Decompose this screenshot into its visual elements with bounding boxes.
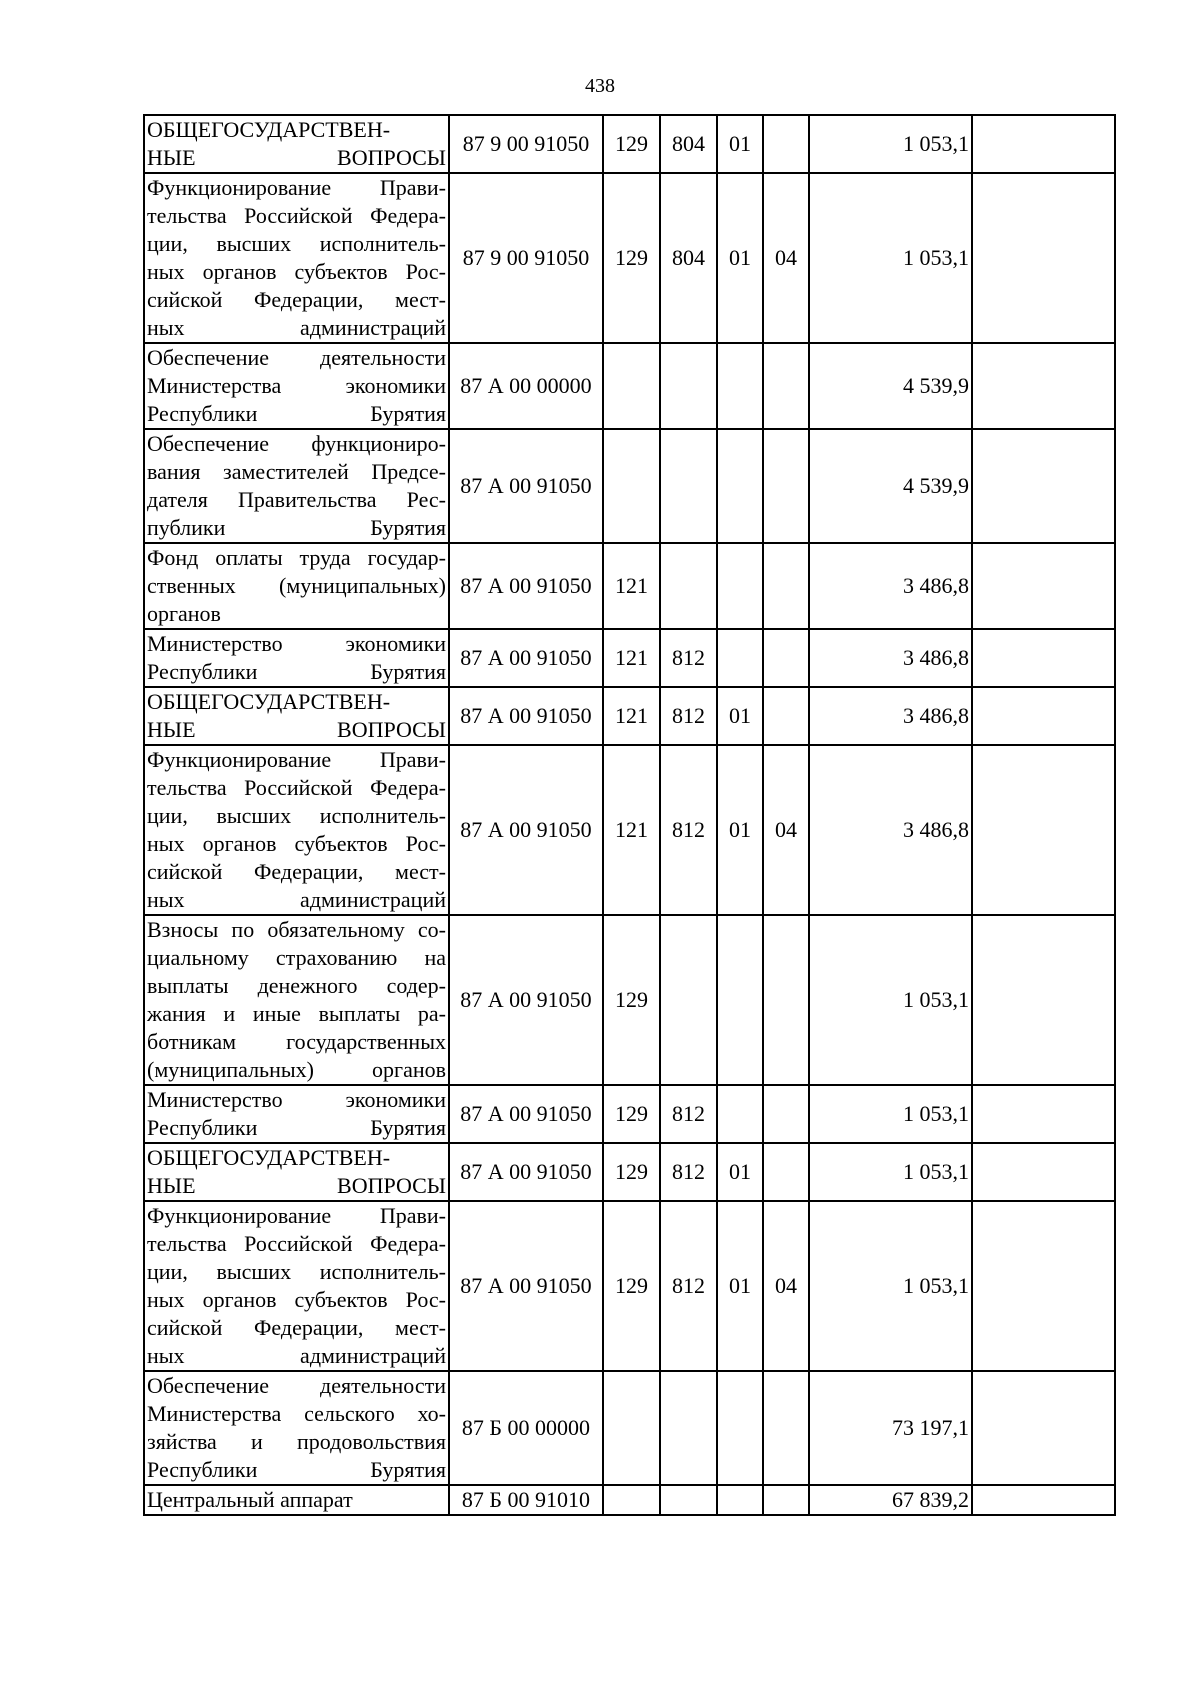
row-code-cell: 87 А 00 91050 bbox=[449, 629, 603, 687]
row-pr-cell: 04 bbox=[763, 173, 809, 343]
row-name-line: вания заместителей Предсе- bbox=[147, 459, 446, 484]
row-name-line: ных администраций bbox=[147, 1343, 446, 1368]
row-vr-cell: 121 bbox=[603, 629, 660, 687]
row-extra-cell bbox=[972, 543, 1115, 629]
row-amount-cell: 3 486,8 bbox=[809, 629, 972, 687]
row-grbs-cell: 812 bbox=[660, 629, 717, 687]
row-name-line: Республики Бурятия bbox=[147, 1457, 446, 1482]
row-name-line: публики Бурятия bbox=[147, 515, 446, 540]
row-rz-cell bbox=[717, 1371, 763, 1485]
row-name-cell bbox=[144, 429, 449, 543]
row-vr-cell: 129 bbox=[603, 115, 660, 173]
row-name-line: Министерство экономики bbox=[147, 631, 446, 656]
row-amount-cell: 1 053,1 bbox=[809, 115, 972, 173]
row-grbs-cell bbox=[660, 1485, 717, 1515]
row-name-line: Обеспечение деятельности bbox=[147, 345, 446, 370]
row-grbs-cell: 804 bbox=[660, 173, 717, 343]
row-pr-cell bbox=[763, 1143, 809, 1201]
row-name-line: Функционирование Прави- bbox=[147, 747, 446, 772]
row-name-line: Центральный аппарат bbox=[147, 1487, 353, 1512]
row-pr-cell bbox=[763, 429, 809, 543]
row-code-cell: 87 Б 00 00000 bbox=[449, 1371, 603, 1485]
row-pr-cell bbox=[763, 343, 809, 429]
row-rz-cell bbox=[717, 915, 763, 1085]
row-grbs-cell: 804 bbox=[660, 115, 717, 173]
row-pr-cell bbox=[763, 1085, 809, 1143]
row-amount-cell: 1 053,1 bbox=[809, 1201, 972, 1371]
row-name-line: тельства Российской Федера- bbox=[147, 775, 446, 800]
row-name-line: сийской Федерации, мест- bbox=[147, 1315, 446, 1340]
table-body bbox=[144, 115, 1115, 1515]
row-name-cell bbox=[144, 1201, 449, 1371]
row-name-line: сийской Федерации, мест- bbox=[147, 287, 446, 312]
row-pr-cell bbox=[763, 687, 809, 745]
row-amount-cell: 4 539,9 bbox=[809, 429, 972, 543]
row-amount-cell: 1 053,1 bbox=[809, 915, 972, 1085]
row-name-line: Республики Бурятия bbox=[147, 659, 446, 684]
row-name-cell bbox=[144, 1371, 449, 1485]
row-amount-cell: 3 486,8 bbox=[809, 687, 972, 745]
row-name-line: ции, высших исполнитель- bbox=[147, 803, 446, 828]
row-code-cell: 87 А 00 91050 bbox=[449, 687, 603, 745]
row-rz-cell: 01 bbox=[717, 173, 763, 343]
row-pr-cell bbox=[763, 915, 809, 1085]
row-extra-cell bbox=[972, 1371, 1115, 1485]
row-name-line: (муниципальных) органов bbox=[147, 1057, 446, 1082]
row-grbs-cell: 812 bbox=[660, 687, 717, 745]
table-row bbox=[144, 543, 1115, 629]
row-code-cell: 87 А 00 91050 bbox=[449, 429, 603, 543]
row-name-line: ботникам государственных bbox=[147, 1029, 446, 1054]
row-name-line: Фонд оплаты труда государ- bbox=[147, 545, 446, 570]
row-name-line: Обеспечение деятельности bbox=[147, 1373, 446, 1398]
row-amount-cell: 3 486,8 bbox=[809, 543, 972, 629]
row-amount-cell: 73 197,1 bbox=[809, 1371, 972, 1485]
row-name-line: ОБЩЕГОСУДАРСТВЕН- bbox=[147, 689, 391, 714]
row-rz-cell bbox=[717, 343, 763, 429]
row-code-cell: 87 А 00 00000 bbox=[449, 343, 603, 429]
row-amount-cell: 1 053,1 bbox=[809, 1085, 972, 1143]
table-row bbox=[144, 173, 1115, 343]
row-vr-cell: 129 bbox=[603, 1201, 660, 1371]
row-extra-cell bbox=[972, 915, 1115, 1085]
row-name-cell bbox=[144, 343, 449, 429]
row-name-line: ции, высших исполнитель- bbox=[147, 1259, 446, 1284]
row-vr-cell: 129 bbox=[603, 1085, 660, 1143]
row-grbs-cell bbox=[660, 915, 717, 1085]
row-name-cell bbox=[144, 915, 449, 1085]
row-name-line: тельства Российской Федера- bbox=[147, 203, 446, 228]
row-amount-cell: 1 053,1 bbox=[809, 1143, 972, 1201]
row-code-cell: 87 Б 00 91010 bbox=[449, 1485, 603, 1515]
table-row bbox=[144, 687, 1115, 745]
table-row bbox=[144, 1371, 1115, 1485]
row-pr-cell bbox=[763, 1485, 809, 1515]
row-pr-cell: 04 bbox=[763, 745, 809, 915]
row-rz-cell: 01 bbox=[717, 115, 763, 173]
row-name-line: НЫЕ ВОПРОСЫ bbox=[147, 1173, 446, 1198]
row-name-line: зяйства и продовольствия bbox=[147, 1429, 446, 1454]
row-vr-cell bbox=[603, 429, 660, 543]
row-name-line: тельства Российской Федера- bbox=[147, 1231, 446, 1256]
row-amount-cell: 67 839,2 bbox=[809, 1485, 972, 1515]
row-rz-cell: 01 bbox=[717, 1143, 763, 1201]
row-grbs-cell bbox=[660, 1371, 717, 1485]
row-amount-cell: 1 053,1 bbox=[809, 173, 972, 343]
row-pr-cell bbox=[763, 115, 809, 173]
row-vr-cell: 121 bbox=[603, 687, 660, 745]
row-name-line: НЫЕ ВОПРОСЫ bbox=[147, 717, 446, 742]
row-name-line: НЫЕ ВОПРОСЫ bbox=[147, 145, 446, 170]
table-row bbox=[144, 115, 1115, 173]
row-name-cell bbox=[144, 629, 449, 687]
row-code-cell: 87 А 00 91050 bbox=[449, 1143, 603, 1201]
row-name-line: Министерства сельского хо- bbox=[147, 1401, 446, 1426]
row-name-line: Республики Бурятия bbox=[147, 1115, 446, 1140]
row-code-cell: 87 А 00 91050 bbox=[449, 745, 603, 915]
row-name-cell bbox=[144, 687, 449, 745]
row-grbs-cell: 812 bbox=[660, 1085, 717, 1143]
row-name-line: ных органов субъектов Рос- bbox=[147, 1287, 446, 1312]
row-extra-cell bbox=[972, 343, 1115, 429]
table-row bbox=[144, 429, 1115, 543]
row-name-cell bbox=[144, 1143, 449, 1201]
row-name-cell bbox=[144, 543, 449, 629]
row-vr-cell: 121 bbox=[603, 745, 660, 915]
row-extra-cell bbox=[972, 1143, 1115, 1201]
row-name-cell bbox=[144, 173, 449, 343]
row-grbs-cell bbox=[660, 429, 717, 543]
table-row bbox=[144, 1485, 1115, 1515]
table-row bbox=[144, 1201, 1115, 1371]
row-grbs-cell: 812 bbox=[660, 745, 717, 915]
row-extra-cell bbox=[972, 629, 1115, 687]
row-name-line: ОБЩЕГОСУДАРСТВЕН- bbox=[147, 1145, 391, 1170]
row-name-line: ных администраций bbox=[147, 315, 446, 340]
row-pr-cell: 04 bbox=[763, 1201, 809, 1371]
row-name-line: жания и иные выплаты ра- bbox=[147, 1001, 446, 1026]
row-name-line: ных администраций bbox=[147, 887, 446, 912]
row-name-cell bbox=[144, 745, 449, 915]
table-row bbox=[144, 1143, 1115, 1201]
row-rz-cell: 01 bbox=[717, 1201, 763, 1371]
row-name-line: Обеспечение функциониро- bbox=[147, 431, 446, 456]
table-row bbox=[144, 629, 1115, 687]
row-name-cell bbox=[144, 1085, 449, 1143]
table-row bbox=[144, 915, 1115, 1085]
row-code-cell: 87 А 00 91050 bbox=[449, 1085, 603, 1143]
row-code-cell: 87 9 00 91050 bbox=[449, 115, 603, 173]
row-vr-cell bbox=[603, 343, 660, 429]
row-name-line: Взносы по обязательному со- bbox=[147, 917, 446, 942]
row-rz-cell bbox=[717, 429, 763, 543]
row-extra-cell bbox=[972, 173, 1115, 343]
row-rz-cell: 01 bbox=[717, 745, 763, 915]
row-vr-cell: 129 bbox=[603, 915, 660, 1085]
row-name-line: Министерство экономики bbox=[147, 1087, 446, 1112]
row-extra-cell bbox=[972, 115, 1115, 173]
table-row bbox=[144, 343, 1115, 429]
row-vr-cell bbox=[603, 1485, 660, 1515]
row-code-cell: 87 А 00 91050 bbox=[449, 915, 603, 1085]
row-grbs-cell bbox=[660, 343, 717, 429]
row-name-line: сийской Федерации, мест- bbox=[147, 859, 446, 884]
row-rz-cell bbox=[717, 543, 763, 629]
row-vr-cell: 121 bbox=[603, 543, 660, 629]
row-vr-cell: 129 bbox=[603, 173, 660, 343]
row-name-line: Функционирование Прави- bbox=[147, 175, 446, 200]
row-name-line: ОБЩЕГОСУДАРСТВЕН- bbox=[147, 117, 391, 142]
row-rz-cell bbox=[717, 1085, 763, 1143]
row-extra-cell bbox=[972, 745, 1115, 915]
row-extra-cell bbox=[972, 1085, 1115, 1143]
table-row bbox=[144, 745, 1115, 915]
row-pr-cell bbox=[763, 1371, 809, 1485]
page-number: 438 bbox=[585, 75, 615, 97]
table-row bbox=[144, 1085, 1115, 1143]
row-name-line: Функционирование Прави- bbox=[147, 1203, 446, 1228]
row-extra-cell bbox=[972, 1201, 1115, 1371]
row-code-cell: 87 А 00 91050 bbox=[449, 543, 603, 629]
row-name-line: ции, высших исполнитель- bbox=[147, 231, 446, 256]
row-amount-cell: 3 486,8 bbox=[809, 745, 972, 915]
row-rz-cell: 01 bbox=[717, 687, 763, 745]
row-amount-cell: 4 539,9 bbox=[809, 343, 972, 429]
row-name-cell bbox=[144, 115, 449, 173]
row-extra-cell bbox=[972, 687, 1115, 745]
row-name-line: ных органов субъектов Рос- bbox=[147, 831, 446, 856]
row-extra-cell bbox=[972, 429, 1115, 543]
row-name-line: циальному страхованию на bbox=[147, 945, 446, 970]
row-vr-cell bbox=[603, 1371, 660, 1485]
row-extra-cell bbox=[972, 1485, 1115, 1515]
row-name-line: дателя Правительства Рес- bbox=[147, 487, 446, 512]
row-vr-cell: 129 bbox=[603, 1143, 660, 1201]
budget-table bbox=[143, 114, 1116, 1516]
row-pr-cell bbox=[763, 629, 809, 687]
row-name-cell bbox=[144, 1485, 449, 1515]
row-code-cell: 87 9 00 91050 bbox=[449, 173, 603, 343]
row-grbs-cell bbox=[660, 543, 717, 629]
row-pr-cell bbox=[763, 543, 809, 629]
row-grbs-cell: 812 bbox=[660, 1143, 717, 1201]
row-code-cell: 87 А 00 91050 bbox=[449, 1201, 603, 1371]
row-name-line: Министерства экономики bbox=[147, 373, 446, 398]
row-rz-cell bbox=[717, 629, 763, 687]
row-name-line: ственных (муниципальных) bbox=[147, 573, 446, 598]
row-name-line: ных органов субъектов Рос- bbox=[147, 259, 446, 284]
row-rz-cell bbox=[717, 1485, 763, 1515]
row-name-line: Республики Бурятия bbox=[147, 401, 446, 426]
row-grbs-cell: 812 bbox=[660, 1201, 717, 1371]
row-name-line: выплаты денежного содер- bbox=[147, 973, 446, 998]
row-name-line: органов bbox=[147, 601, 221, 626]
